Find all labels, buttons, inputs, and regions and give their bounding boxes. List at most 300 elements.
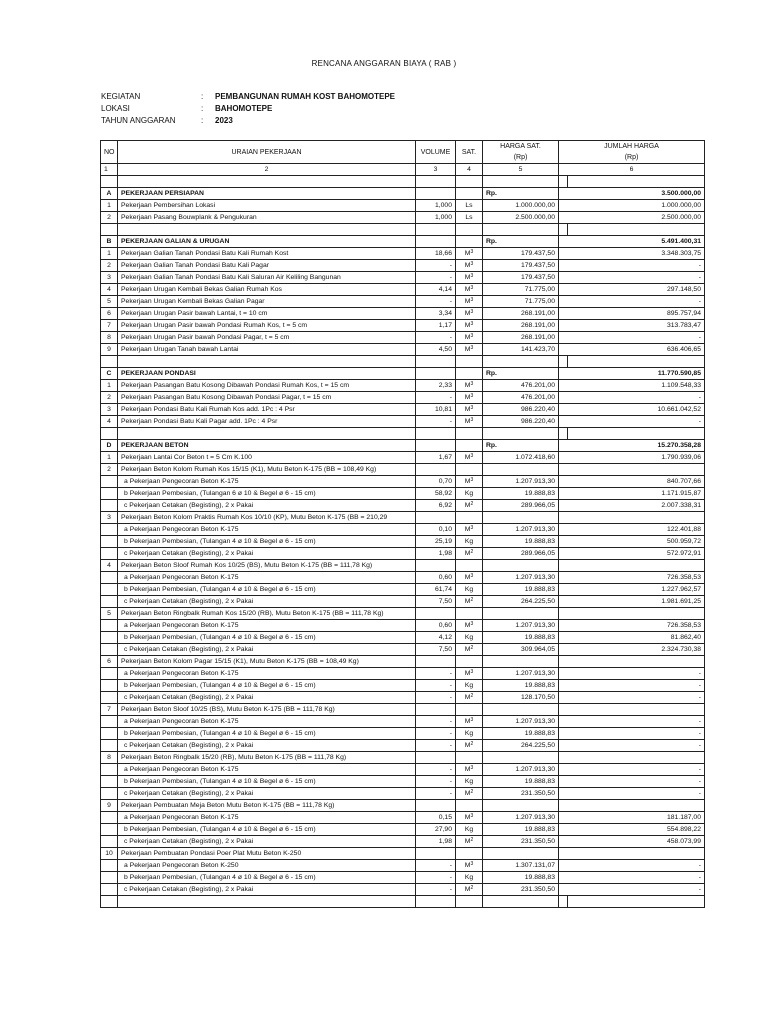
section-currency: Rp. (483, 236, 559, 248)
meta-label: LOKASI (101, 104, 130, 113)
row-unit-price (483, 464, 559, 476)
row-number (101, 836, 118, 848)
row-number: 2 (101, 464, 118, 476)
row-description: Pekerjaan Beton Kolom Pagar 15/15 (K1), Mutu Beton K-175 (BB = 108,49 Kg) (118, 656, 416, 668)
row-number (101, 488, 118, 500)
meta-tahun: TAHUN ANGGARAN : 2023 (101, 116, 233, 125)
spacer-cell (416, 896, 456, 908)
table-row (101, 632, 705, 644)
row-total-price (559, 464, 705, 476)
row-description: Pekerjaan Urugan Kembali Bekas Galian Pagar (118, 296, 416, 308)
row-unit-price: 1.207.913,30 (483, 716, 559, 728)
row-total-price: 1.109.548,33 (559, 380, 705, 392)
row-number (101, 548, 118, 560)
row-description: c Pekerjaan Cetakan (Begisting), 2 x Pakai (118, 884, 416, 896)
row-unit (456, 752, 483, 764)
row-unit: $M^3$ (456, 860, 483, 872)
row-description: Pekerjaan Pembuatan Meja Beton Mutu Beton K-175 (BB = 111,78 Kg) (118, 800, 416, 812)
row-description: b Pekerjaan Pembesian, (Tulangan 4 ø 10 & Begel ø 6 - 15 cm) (118, 680, 416, 692)
row-volume: - (416, 716, 456, 728)
row-unit: $M^3$ (456, 404, 483, 416)
row-volume: - (416, 728, 456, 740)
row-description: a Pekerjaan Pengecoran Beton K-175 (118, 716, 416, 728)
row-description: Pekerjaan Urugan Pasir bawah Pondasi Rumah Kos, t = 5 cm (118, 320, 416, 332)
row-description: a Pekerjaan Pengecoran Beton K-175 (118, 668, 416, 680)
row-unit: $M^3$ (456, 380, 483, 392)
col-number: 6 (559, 164, 705, 176)
row-total-price: - (559, 788, 705, 800)
section-title: PEKERJAAN GALIAN & URUGAN (118, 236, 416, 248)
row-description: c Pekerjaan Cetakan (Begisting), 2 x Pakai (118, 740, 416, 752)
section-empty-cell (456, 440, 483, 452)
table-row (101, 392, 705, 404)
spacer-cell (559, 176, 568, 188)
row-total-price: 458.073,99 (559, 836, 705, 848)
row-description: Pekerjaan Pasangan Batu Kosong Dibawah Pondasi Pagar, t = 15 cm (118, 392, 416, 404)
section-currency: Rp. (483, 368, 559, 380)
table-row (101, 212, 705, 224)
row-unit (456, 704, 483, 716)
row-unit-price (483, 704, 559, 716)
row-description: b Pekerjaan Pembesian, (Tulangan 4 ø 10 & Begel ø 6 - 15 cm) (118, 872, 416, 884)
row-total-price: - (559, 776, 705, 788)
table-row (101, 404, 705, 416)
spacer-cell (101, 428, 118, 440)
row-description: Pekerjaan Beton Sloof Rumah Kos 10/25 (BS), Mutu Beton K-175 (BB = 111,78 Kg) (118, 560, 416, 572)
section-title: PEKERJAAN BETON (118, 440, 416, 452)
row-number (101, 572, 118, 584)
row-unit-price: 264.225,50 (483, 740, 559, 752)
row-unit: $M^2$ (456, 548, 483, 560)
col-header-volume: VOLUME (416, 141, 456, 164)
row-volume: 1,000 (416, 212, 456, 224)
row-volume: 1,67 (416, 452, 456, 464)
row-number: 5 (101, 296, 118, 308)
row-total-price (559, 704, 705, 716)
section-title: PEKERJAAN PERSIAPAN (118, 188, 416, 200)
row-volume: 0,10 (416, 524, 456, 536)
row-number (101, 500, 118, 512)
row-volume: - (416, 740, 456, 752)
row-unit-price (483, 848, 559, 860)
row-volume: 61,74 (416, 584, 456, 596)
row-volume: - (416, 296, 456, 308)
row-unit: Kg (456, 488, 483, 500)
row-total-price: 1.981.691,25 (559, 596, 705, 608)
table-row (101, 248, 705, 260)
row-description: Pekerjaan Pondasi Batu Kali Rumah Kos add. 1Pc : 4 Psr (118, 404, 416, 416)
row-unit: $M^3$ (456, 320, 483, 332)
spacer-row (101, 896, 705, 908)
section-total: 3.500.000,00 (559, 188, 705, 200)
meta-label: TAHUN ANGGARAN (101, 116, 176, 125)
row-unit: $M^3$ (456, 296, 483, 308)
row-description: Pekerjaan Beton Ringbalk Rumah Kos 15/20 (RB), Mutu Beton K-175 (BB = 111,78 Kg) (118, 608, 416, 620)
spacer-cell (568, 176, 705, 188)
table-row (101, 320, 705, 332)
row-unit: $M^2$ (456, 692, 483, 704)
row-unit: $M^3$ (456, 344, 483, 356)
row-volume: 1,98 (416, 548, 456, 560)
row-description: b Pekerjaan Pembesian, (Tulangan 4 ø 10 & Begel ø 6 - 15 cm) (118, 584, 416, 596)
section-empty-cell (456, 188, 483, 200)
row-unit-price: 231.350,50 (483, 836, 559, 848)
table-row (101, 560, 705, 572)
row-unit (456, 560, 483, 572)
row-description: Pekerjaan Urugan Tanah bawah Lantai (118, 344, 416, 356)
row-volume: 2,33 (416, 380, 456, 392)
column-number-row (101, 164, 705, 176)
col-number: 4 (456, 164, 483, 176)
row-unit: Kg (456, 680, 483, 692)
row-volume: - (416, 776, 456, 788)
row-unit: $M^3$ (456, 260, 483, 272)
row-unit-price: 1.207.913,30 (483, 812, 559, 824)
spacer-cell (456, 896, 483, 908)
row-number (101, 680, 118, 692)
row-unit: $M^3$ (456, 476, 483, 488)
row-volume (416, 656, 456, 668)
row-unit-price: 1.307.131,07 (483, 860, 559, 872)
section-header-row (101, 236, 705, 248)
row-unit: $M^2$ (456, 596, 483, 608)
spacer-cell (101, 224, 118, 236)
row-number: 8 (101, 752, 118, 764)
spacer-row (101, 356, 705, 368)
row-unit-price: 179.437,50 (483, 272, 559, 284)
row-unit-price: 141.423,70 (483, 344, 559, 356)
col-header-sat: SAT. (456, 141, 483, 164)
table-row (101, 776, 705, 788)
row-description: a Pekerjaan Pengecoran Beton K-250 (118, 860, 416, 872)
row-total-price: 1.227.962,57 (559, 584, 705, 596)
row-unit (456, 464, 483, 476)
row-total-price (559, 560, 705, 572)
row-unit: $M^2$ (456, 500, 483, 512)
table-row (101, 860, 705, 872)
row-total-price: 840.707,66 (559, 476, 705, 488)
table-row (101, 332, 705, 344)
row-description: b Pekerjaan Pembesian, (Tulangan 4 ø 10 & Begel ø 6 - 15 cm) (118, 536, 416, 548)
row-number (101, 644, 118, 656)
row-total-price: 10.661.042,52 (559, 404, 705, 416)
table-row (101, 656, 705, 668)
row-unit-price: 19.888,83 (483, 680, 559, 692)
table-row (101, 836, 705, 848)
row-number: 3 (101, 512, 118, 524)
row-description: b Pekerjaan Pembesian, (Tulangan 4 ø 10 & Begel ø 6 - 15 cm) (118, 632, 416, 644)
row-unit-price: 231.350,50 (483, 788, 559, 800)
spacer-cell (483, 356, 559, 368)
row-unit (456, 848, 483, 860)
row-volume: 4,12 (416, 632, 456, 644)
row-unit-price: 19.888,83 (483, 632, 559, 644)
row-unit-price: 19.888,83 (483, 728, 559, 740)
row-unit: $M^2$ (456, 884, 483, 896)
col-header-uraian: URAIAN PEKERJAAN (118, 141, 416, 164)
row-total-price: - (559, 740, 705, 752)
spacer-cell (416, 224, 456, 236)
row-number: 2 (101, 212, 118, 224)
col-number: 2 (118, 164, 416, 176)
table-row (101, 344, 705, 356)
row-unit-price: 264.225,50 (483, 596, 559, 608)
table-row (101, 800, 705, 812)
row-unit-price (483, 512, 559, 524)
spacer-cell (118, 224, 416, 236)
row-number (101, 740, 118, 752)
row-volume: - (416, 668, 456, 680)
row-total-price: 500.959,72 (559, 536, 705, 548)
row-unit-price: 476.201,00 (483, 380, 559, 392)
table-row (101, 824, 705, 836)
section-letter: D (101, 440, 118, 452)
col-number: 3 (416, 164, 456, 176)
row-unit: Kg (456, 536, 483, 548)
row-total-price: - (559, 716, 705, 728)
row-unit-price: 128.170,50 (483, 692, 559, 704)
row-volume: 27,90 (416, 824, 456, 836)
row-total-price: - (559, 272, 705, 284)
row-description: a Pekerjaan Pengecoran Beton K-175 (118, 764, 416, 776)
row-unit (456, 656, 483, 668)
row-total-price: 81.862,40 (559, 632, 705, 644)
row-volume: - (416, 788, 456, 800)
row-description: Pekerjaan Lantai Cor Beton t = 5 Cm K.100 (118, 452, 416, 464)
spacer-cell (118, 356, 416, 368)
row-unit: $M^3$ (456, 248, 483, 260)
section-title: PEKERJAAN PONDASI (118, 368, 416, 380)
table-row (101, 200, 705, 212)
row-total-price: 1.171.915,87 (559, 488, 705, 500)
spacer-cell (456, 176, 483, 188)
section-total: 15.270.358,28 (559, 440, 705, 452)
row-volume (416, 512, 456, 524)
row-volume: - (416, 260, 456, 272)
row-volume (416, 848, 456, 860)
table-row (101, 416, 705, 428)
row-total-price: - (559, 680, 705, 692)
row-description: Pekerjaan Beton Sloof 10/25 (BS), Mutu Beton K-175 (BB = 111,78 Kg) (118, 704, 416, 716)
row-unit-price: 19.888,83 (483, 776, 559, 788)
row-unit-price: 268.191,00 (483, 308, 559, 320)
spacer-cell (456, 356, 483, 368)
row-total-price: 726.358,53 (559, 620, 705, 632)
table-row (101, 512, 705, 524)
row-description: Pekerjaan Galian Tanah Pondasi Batu Kali Rumah Kost (118, 248, 416, 260)
spacer-cell (568, 428, 705, 440)
row-total-price: 2.500.000,00 (559, 212, 705, 224)
row-number: 7 (101, 320, 118, 332)
row-number (101, 872, 118, 884)
row-number: 8 (101, 332, 118, 344)
table-row (101, 572, 705, 584)
row-unit: $M^3$ (456, 524, 483, 536)
row-number: 1 (101, 452, 118, 464)
table-row (101, 668, 705, 680)
row-total-price (559, 752, 705, 764)
row-number: 4 (101, 560, 118, 572)
row-unit: $M^3$ (456, 764, 483, 776)
row-number: 3 (101, 404, 118, 416)
row-total-price: 1.790.939,06 (559, 452, 705, 464)
row-unit-price: 1.207.913,30 (483, 476, 559, 488)
col-number: 5 (483, 164, 559, 176)
row-volume: 1,98 (416, 836, 456, 848)
row-unit-price: 71.775,00 (483, 284, 559, 296)
table-row (101, 284, 705, 296)
row-number: 9 (101, 344, 118, 356)
row-unit: $M^3$ (456, 308, 483, 320)
row-unit-price (483, 560, 559, 572)
row-unit: $M^3$ (456, 416, 483, 428)
row-total-price: - (559, 728, 705, 740)
section-total: 5.491.400,31 (559, 236, 705, 248)
row-total-price: - (559, 872, 705, 884)
section-letter: C (101, 368, 118, 380)
row-total-price: - (559, 692, 705, 704)
spacer-cell (416, 428, 456, 440)
spacer-cell (568, 224, 705, 236)
row-description: b Pekerjaan Pembesian, (Tulangan 4 ø 10 & Begel ø 6 - 15 cm) (118, 824, 416, 836)
row-number (101, 668, 118, 680)
table-row (101, 596, 705, 608)
jumlah-label: JUMLAH HARGA (604, 143, 659, 150)
rab-table (100, 140, 705, 908)
row-volume: 1,17 (416, 320, 456, 332)
row-volume: - (416, 872, 456, 884)
row-unit: Kg (456, 872, 483, 884)
spacer-cell (559, 896, 568, 908)
row-unit-price: 1.207.913,30 (483, 620, 559, 632)
row-unit-price: 268.191,00 (483, 320, 559, 332)
section-empty-cell (416, 368, 456, 380)
meta-label: KEGIATAN (101, 92, 141, 101)
row-unit: $M^3$ (456, 716, 483, 728)
row-description: Pekerjaan Pembersihan Lokasi (118, 200, 416, 212)
row-description: c Pekerjaan Cetakan (Begisting), 2 x Pakai (118, 644, 416, 656)
row-unit: Kg (456, 824, 483, 836)
table-row (101, 464, 705, 476)
row-number: 6 (101, 308, 118, 320)
row-number (101, 632, 118, 644)
row-volume: - (416, 764, 456, 776)
row-volume (416, 704, 456, 716)
row-description: Pekerjaan Beton Kolom Rumah Kos 15/15 (K1), Mutu Beton K-175 (BB = 108,49 Kg) (118, 464, 416, 476)
row-volume (416, 752, 456, 764)
spacer-cell (456, 224, 483, 236)
row-description: Pekerjaan Pasangan Batu Kosong Dibawah Pondasi Rumah Kos, t = 15 cm (118, 380, 416, 392)
section-total: 11.770.590,85 (559, 368, 705, 380)
row-unit: $M^2$ (456, 788, 483, 800)
spacer-row (101, 224, 705, 236)
row-number (101, 692, 118, 704)
row-total-price (559, 800, 705, 812)
row-total-price: - (559, 860, 705, 872)
row-total-price (559, 608, 705, 620)
harga-label: HARGA SAT. (500, 143, 541, 150)
row-total-price: 636.406,65 (559, 344, 705, 356)
row-unit-price: 289.966,05 (483, 548, 559, 560)
spacer-cell (101, 176, 118, 188)
row-description: Pekerjaan Galian Tanah Pondasi Batu Kali Saluran Air Keliling Bangunan (118, 272, 416, 284)
row-volume: 0,15 (416, 812, 456, 824)
row-description: Pekerjaan Pasang Bouwplank & Pengukuran (118, 212, 416, 224)
row-total-price: 181.187,00 (559, 812, 705, 824)
row-number: 4 (101, 284, 118, 296)
row-unit-price: 19.888,83 (483, 488, 559, 500)
row-number: 4 (101, 416, 118, 428)
table-row (101, 788, 705, 800)
spacer-cell (118, 428, 416, 440)
row-unit-price (483, 800, 559, 812)
table-row (101, 608, 705, 620)
table-row (101, 884, 705, 896)
row-number (101, 524, 118, 536)
row-unit: Kg (456, 632, 483, 644)
row-volume: 3,34 (416, 308, 456, 320)
table-row (101, 848, 705, 860)
meta-value: BAHOMOTEPE (215, 104, 273, 113)
row-number: 5 (101, 608, 118, 620)
row-unit-price: 1.207.913,30 (483, 764, 559, 776)
section-letter: B (101, 236, 118, 248)
row-volume (416, 464, 456, 476)
row-number (101, 776, 118, 788)
row-number (101, 716, 118, 728)
spacer-row (101, 428, 705, 440)
table-row (101, 704, 705, 716)
row-volume: 4,14 (416, 284, 456, 296)
row-volume: - (416, 332, 456, 344)
row-total-price (559, 512, 705, 524)
row-unit-price: 2.500.000,00 (483, 212, 559, 224)
row-unit (456, 608, 483, 620)
row-number (101, 824, 118, 836)
row-description: Pekerjaan Urugan Pasir bawah Lantai, t = 10 cm (118, 308, 416, 320)
row-total-price: 895.757,94 (559, 308, 705, 320)
row-volume: 10,81 (416, 404, 456, 416)
spacer-cell (416, 356, 456, 368)
row-volume: - (416, 392, 456, 404)
row-total-price: - (559, 668, 705, 680)
row-volume: 0,60 (416, 572, 456, 584)
row-number (101, 812, 118, 824)
table-row (101, 872, 705, 884)
row-volume: 0,70 (416, 476, 456, 488)
harga-unit: (Rp) (513, 154, 528, 161)
spacer-cell (456, 428, 483, 440)
row-number: 6 (101, 656, 118, 668)
row-description: c Pekerjaan Cetakan (Begisting), 2 x Pakai (118, 692, 416, 704)
row-unit: Kg (456, 584, 483, 596)
row-unit: $M^3$ (456, 620, 483, 632)
section-empty-cell (456, 236, 483, 248)
spacer-cell (568, 356, 705, 368)
col-number: 1 (101, 164, 118, 176)
table-row (101, 500, 705, 512)
row-unit: $M^3$ (456, 284, 483, 296)
table-row (101, 476, 705, 488)
row-description: c Pekerjaan Cetakan (Begisting), 2 x Pakai (118, 548, 416, 560)
table-row (101, 692, 705, 704)
row-unit-price: 19.888,83 (483, 872, 559, 884)
row-volume: 58,92 (416, 488, 456, 500)
row-volume: - (416, 680, 456, 692)
row-number (101, 728, 118, 740)
row-number (101, 764, 118, 776)
col-header-harga (483, 141, 559, 164)
